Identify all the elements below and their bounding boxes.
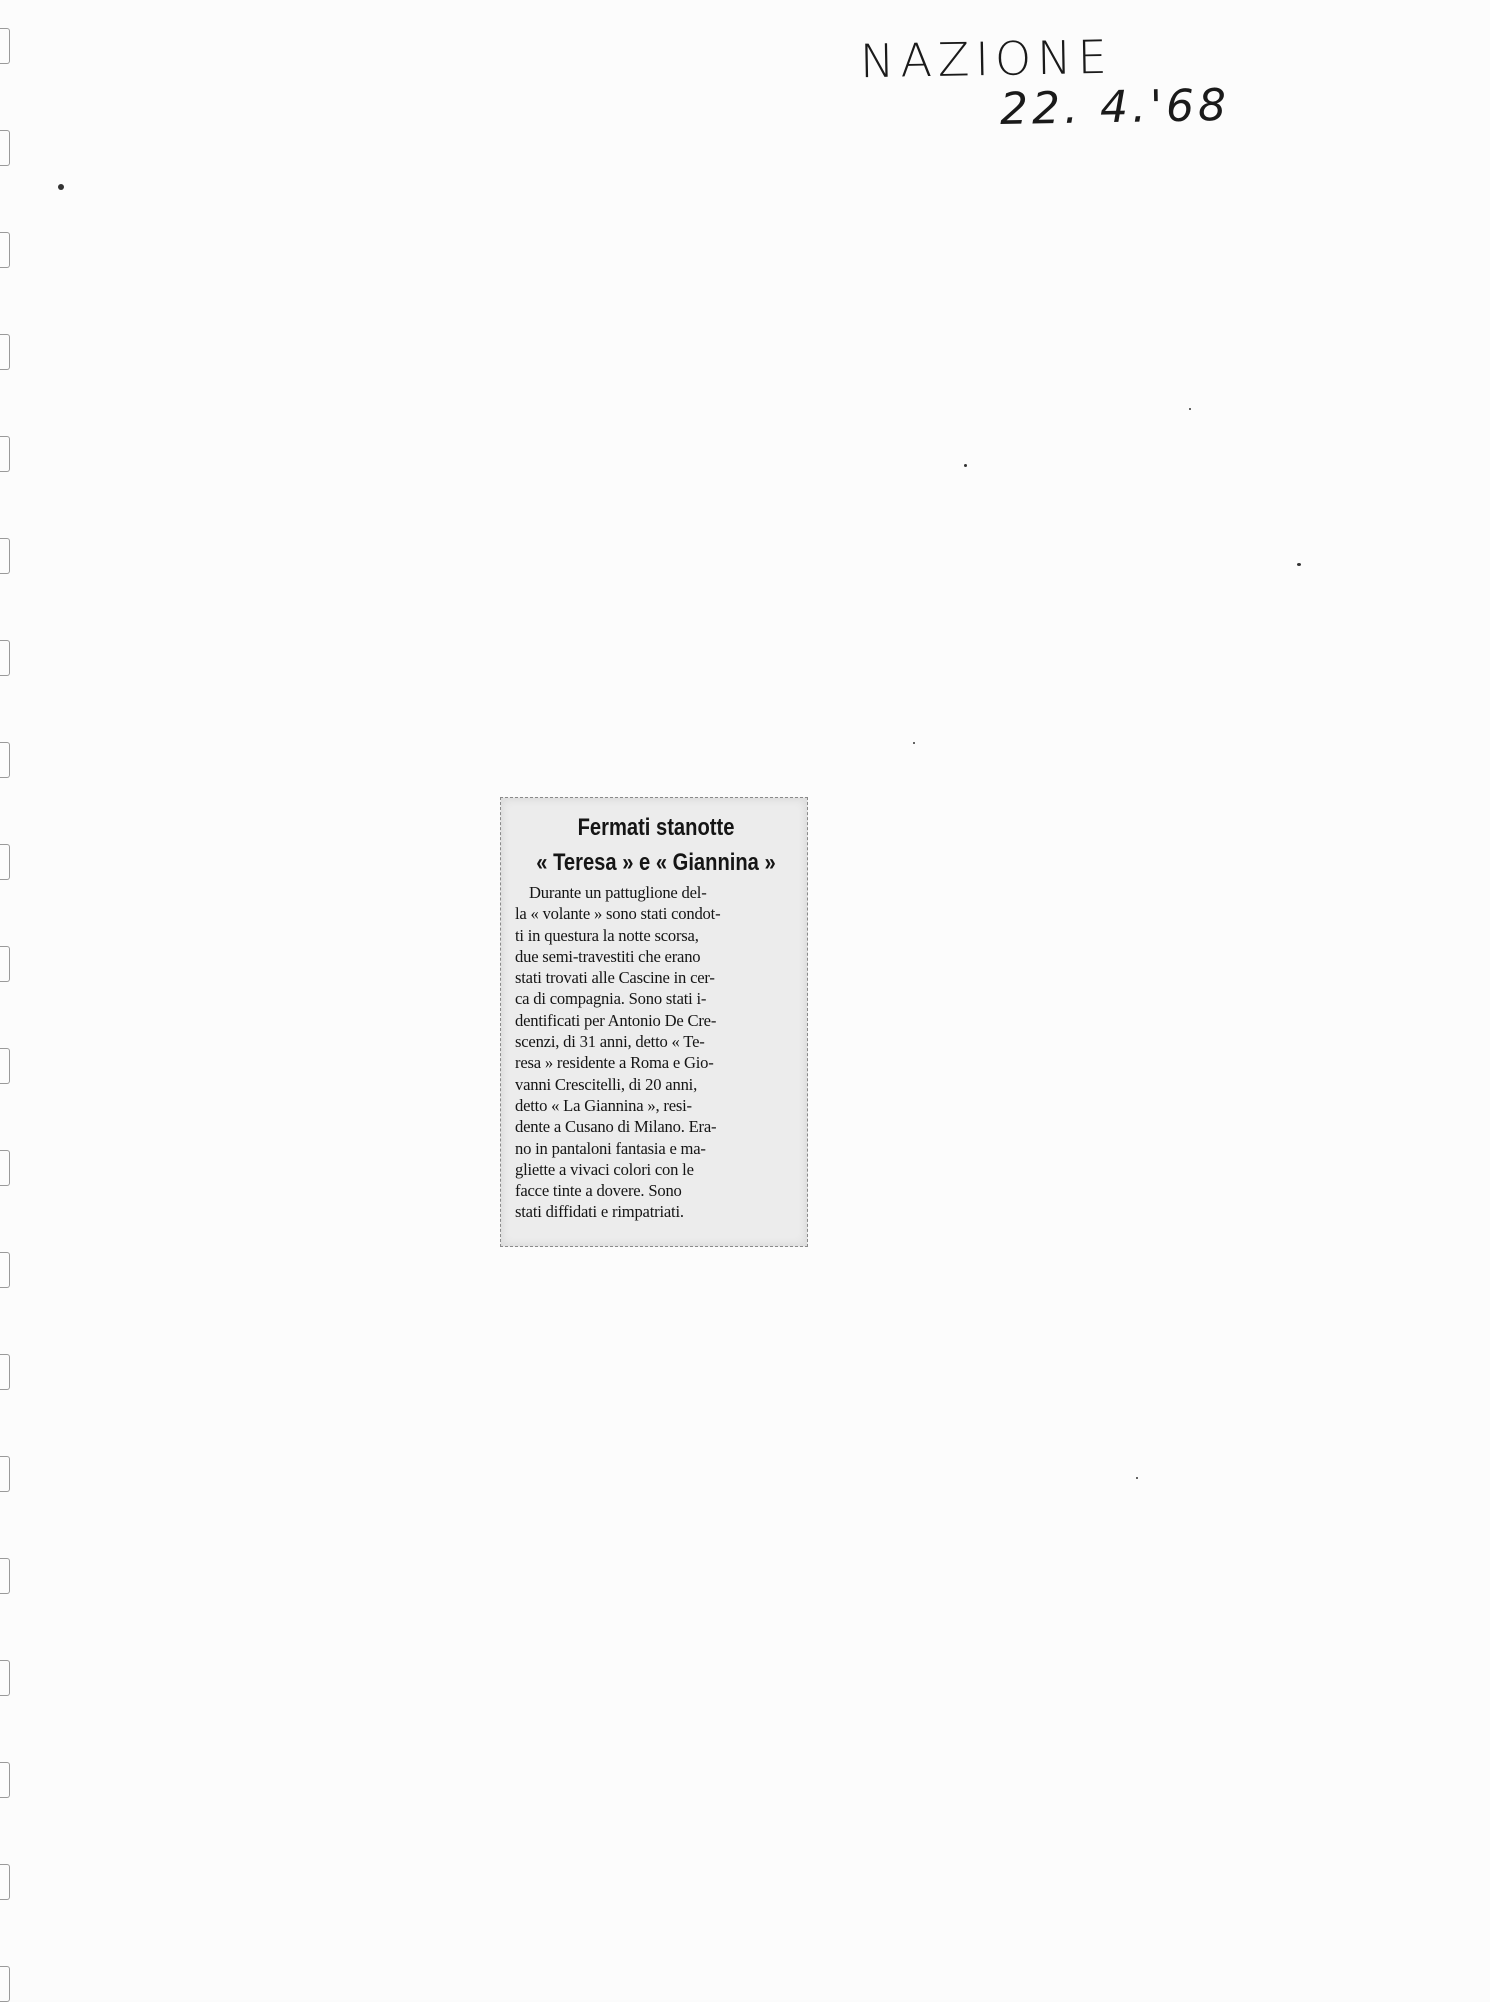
binder-hole-mark	[0, 436, 10, 472]
clipping-body-line: ti in questura la notte scorsa,	[515, 925, 699, 945]
binder-hole-mark	[0, 334, 10, 370]
binder-hole-mark	[0, 742, 10, 778]
binder-hole-mark	[0, 946, 10, 982]
clipping-body-line: no in pantaloni fantasia e ma-	[515, 1138, 706, 1158]
binder-hole-mark	[0, 1456, 10, 1492]
binder-hole-mark	[0, 1660, 10, 1696]
binder-hole-mark	[0, 538, 10, 574]
clipping-headline-line2: « Teresa » e « Giannina »	[536, 849, 776, 876]
dust-speck	[964, 464, 967, 467]
dust-speck	[58, 184, 64, 190]
binder-hole-mark	[0, 1966, 10, 2002]
handwritten-newspaper-name: NAZIONE	[859, 29, 1114, 89]
clipping-body-line: resa » residente a Roma e Gio-	[515, 1053, 714, 1073]
clipping-body-line: ca di compagnia. Sono stati i-	[515, 989, 707, 1009]
binder-hole-mark	[0, 28, 10, 64]
binder-marks	[0, 0, 14, 2000]
binder-hole-mark	[0, 232, 10, 268]
binder-hole-mark	[0, 1354, 10, 1390]
dust-speck	[913, 742, 915, 744]
clipping-body-line: dente a Cusano di Milano. Era-	[515, 1117, 717, 1137]
newspaper-clipping	[500, 797, 808, 1247]
clipping-body-line: Durante un pattuglione del-	[529, 883, 707, 902]
dust-speck	[1297, 563, 1301, 566]
binder-hole-mark	[0, 1150, 10, 1186]
clipping-headline-line1: Fermati stanotte	[577, 814, 735, 841]
binder-hole-mark	[0, 130, 10, 166]
clipping-body-line: gliette a vivaci colori con le	[515, 1159, 694, 1179]
binder-hole-mark	[0, 1762, 10, 1798]
clipping-body-line: facce tinte a dovere. Sono	[515, 1181, 682, 1201]
binder-hole-mark	[0, 844, 10, 880]
handwritten-date: 22. 4.'68	[999, 79, 1231, 136]
clipping-body-line: stati trovati alle Cascine in cer-	[515, 968, 715, 988]
binder-hole-mark	[0, 1048, 10, 1084]
clipping-body-line: stati diffidati e rimpatriati.	[515, 1202, 684, 1222]
dust-speck	[1189, 408, 1191, 410]
binder-hole-mark	[0, 1252, 10, 1288]
clipping-body-line: due semi-travestiti che erano	[515, 946, 701, 966]
clipping-body-line: scenzi, di 31 anni, detto « Te-	[515, 1032, 705, 1052]
binder-hole-mark	[0, 1864, 10, 1900]
binder-hole-mark	[0, 640, 10, 676]
dust-speck	[1136, 1477, 1138, 1479]
binder-hole-mark	[0, 1558, 10, 1594]
clipping-body-line: la « volante » sono stati condot-	[515, 904, 721, 924]
clipping-body-line: dentificati per Antonio De Cre-	[515, 1010, 717, 1030]
clipping-body	[515, 882, 797, 1223]
clipping-body-line: detto « La Giannina », resi-	[515, 1095, 692, 1115]
clipping-body-line: vanni Crescitelli, di 20 anni,	[515, 1074, 698, 1094]
